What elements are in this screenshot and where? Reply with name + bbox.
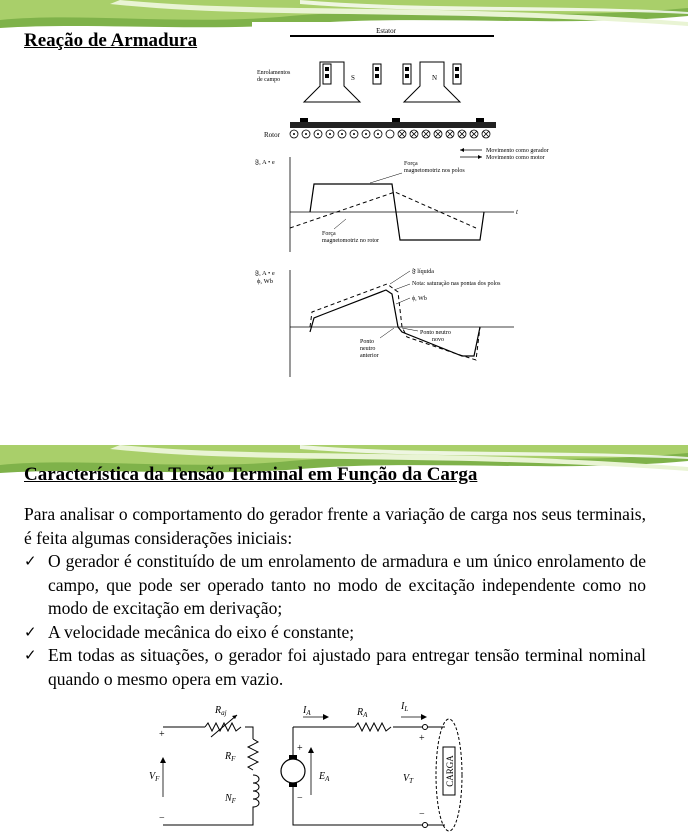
- list-item: [24, 550, 646, 621]
- rf-label: $R_F$: [225, 751, 236, 763]
- flux-curve: [310, 290, 480, 356]
- net-mmf-label: 𝔉 líquida: [412, 269, 434, 275]
- slide-title: Reação de Armadura: [24, 30, 198, 51]
- check-icon: ✓: [24, 552, 37, 570]
- list-item: [24, 621, 646, 645]
- pole-mmf-label-2: magnetomotriz nos polos: [404, 168, 465, 174]
- list-item-text: A velocidade mecânica do eixo é constante;: [48, 621, 355, 642]
- vt-minus: −: [419, 809, 425, 820]
- graph2-ylabel-b: ϕ, Wb: [257, 278, 274, 285]
- nf-label: $N_F$: [225, 793, 236, 805]
- pole-n-label: N: [432, 74, 438, 82]
- list-item: [24, 644, 646, 691]
- ra-label: $R_A$: [357, 707, 368, 719]
- ia-arrow-head: [323, 714, 329, 720]
- vf-arrow-head: [160, 757, 166, 763]
- field-coil-fill: [325, 67, 459, 78]
- pole-s-label: S: [351, 74, 355, 82]
- rotor-mmf-label-2: magnetomotriz no rotor: [322, 238, 379, 244]
- il-arrow-head: [421, 714, 427, 720]
- ea-arrow-head: [308, 747, 314, 753]
- old-neutral-label-3: anterior: [360, 353, 379, 359]
- flux-leader: [396, 298, 410, 304]
- ia-label: $I_A$: [303, 705, 311, 717]
- net-mmf-leader: [390, 271, 410, 284]
- motion-motor-label: Movimento como motor: [486, 155, 545, 161]
- old-neutral-label-2: neutro: [360, 346, 376, 352]
- field-circuit-wires: [163, 727, 253, 825]
- rotor-bar: [290, 122, 496, 128]
- graph1-t-label: t: [516, 208, 518, 216]
- slide-gap: [0, 388, 688, 445]
- field-winding-label-1: Enrolamentos: [257, 70, 291, 76]
- armature-resistor: [355, 723, 391, 731]
- vt-plus: +: [419, 733, 425, 744]
- load-label: CARGA: [445, 755, 455, 787]
- armature-reaction-figure: [252, 22, 567, 377]
- rotor-conductors: [290, 130, 490, 138]
- net-mmf-curve: [310, 284, 480, 360]
- intro-paragraph: Para analisar o comportamento do gerador frente a variação de carga nos seus terminais, é feita algumas considerações iniciais:: [24, 504, 646, 548]
- terminal-top: [423, 725, 428, 730]
- check-icon: ✓: [24, 646, 37, 664]
- ea-plus: +: [297, 743, 303, 754]
- flux-label: ϕ, Wb: [412, 296, 427, 302]
- rotor-label: Rotor: [264, 131, 280, 139]
- rotor-mmf-label-1: Força: [322, 231, 336, 237]
- graph2-ylabel-a: 𝔉, A • e: [255, 270, 275, 277]
- new-neutral-leader: [402, 328, 418, 331]
- motion-generator-label: Movimento como gerador: [486, 148, 549, 154]
- rotor-dots: [293, 133, 379, 135]
- ea-minus: −: [297, 793, 303, 804]
- vf-minus: −: [159, 813, 165, 824]
- vf-plus: +: [159, 729, 165, 740]
- saturation-leader: [394, 284, 410, 290]
- saturation-note: Nota: saturação nas pontas dos polos: [412, 281, 501, 287]
- slide-armature-reaction: [0, 0, 688, 388]
- list-item-text: Em todas as situações, o gerador foi ajustado para entregar tensão terminal nominal quando o mesmo opera em vazio.: [48, 645, 646, 689]
- vt-label: $V_T$: [403, 773, 414, 785]
- rotor-crosses: [399, 131, 489, 137]
- stator-label: Estator: [376, 27, 396, 35]
- vf-label: $V_F$: [149, 771, 160, 783]
- generator-circuit-diagram: [145, 697, 475, 833]
- arrow-generator-head: [460, 148, 464, 152]
- old-neutral-label-1: Ponto: [360, 339, 375, 345]
- rotor-mmf-curve: [290, 192, 476, 228]
- armature-machine: [281, 759, 305, 783]
- new-neutral-label-1: Ponto neutro: [420, 330, 451, 336]
- ea-label: $E_A$: [319, 771, 330, 783]
- field-resistor: [248, 739, 258, 770]
- rotor-mmf-leader: [334, 219, 346, 229]
- armature-reaction-diagram: [252, 22, 567, 377]
- field-coil: [253, 775, 259, 815]
- pole-s: [304, 62, 360, 102]
- field-winding-label-2: de campo: [257, 77, 281, 83]
- old-neutral-leader: [380, 328, 394, 338]
- pole-mmf-label-1: Força: [404, 161, 418, 167]
- il-label: $I_L$: [401, 701, 409, 713]
- arrow-motor-head: [478, 155, 482, 159]
- pole-mmf-leader: [370, 173, 402, 183]
- slide-title: Característica da Tensão Terminal em Função da Carga: [24, 464, 478, 485]
- slide-terminal-voltage: [0, 445, 688, 833]
- radj-label: $R_{aj}$: [215, 705, 227, 717]
- considerations-list: [24, 550, 646, 691]
- brushes: [300, 118, 484, 122]
- graph1-ylabel: 𝔉, A • e: [255, 159, 275, 166]
- pole-n: [404, 62, 460, 102]
- check-icon: ✓: [24, 622, 37, 641]
- terminal-bottom: [423, 823, 428, 828]
- list-item-text: O gerador é constituído de um enrolamento de armadura e um único enrolamento de campo, que pode ser operado tanto no modo de excitação independente como no modo de excitação em derivação;: [48, 551, 646, 618]
- slide-body: [24, 503, 646, 691]
- new-neutral-label-2: novo: [432, 337, 444, 343]
